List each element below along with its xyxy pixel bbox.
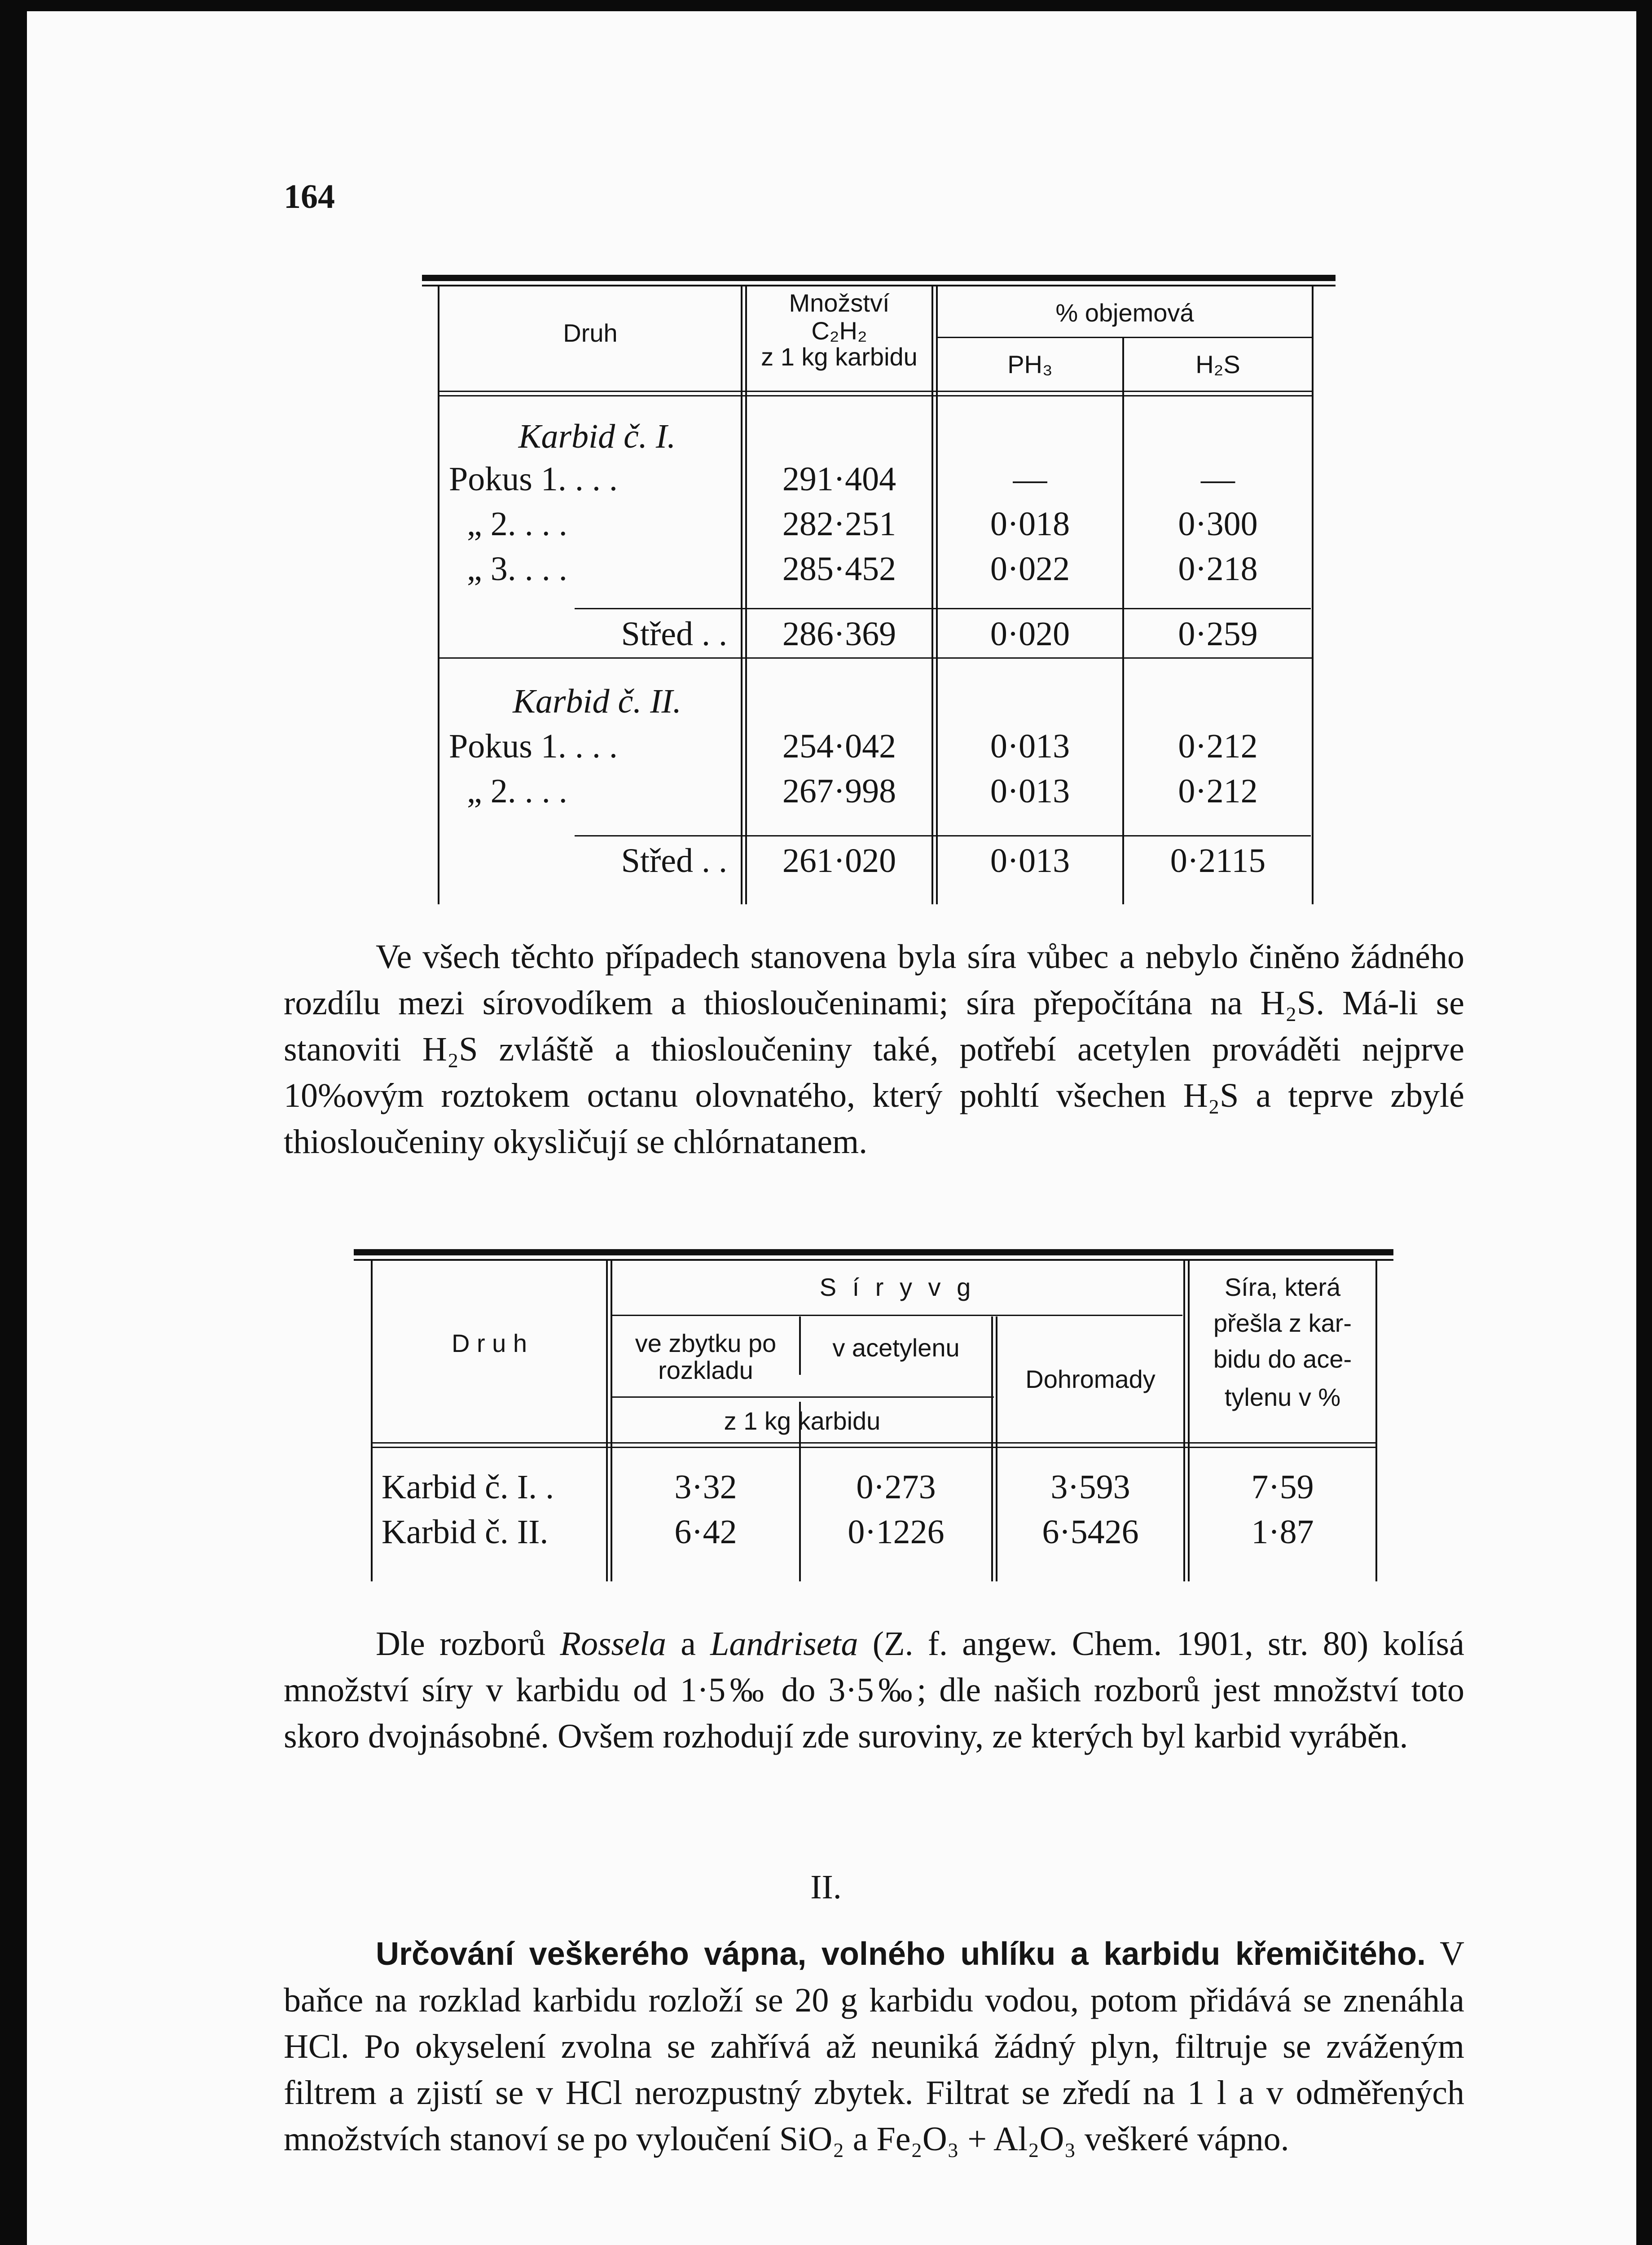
table-cell: 0·212	[1178, 772, 1258, 810]
table-cell: 282·251	[782, 505, 896, 543]
table-sulfur-content	[354, 1249, 1393, 1581]
table-cell: —	[1201, 460, 1235, 498]
col-h2s-header: H₂S	[1195, 350, 1240, 379]
text-run: Dle rozborů	[376, 1625, 560, 1663]
col-mnozstvi-formula: C₂H₂	[811, 317, 867, 345]
table-cell: 1·87	[1251, 1513, 1314, 1551]
text-run: a	[666, 1625, 711, 1663]
table-cell: 0·300	[1178, 505, 1258, 543]
table-cell: 7·59	[1251, 1468, 1314, 1506]
row-label: „ 3. . . .	[467, 550, 567, 588]
text-run: (Z. f. angew. Chem. 1901, str. 80) kolísá množství síry v karbidu od 1·5‰ do 3·5‰; dle našich rozborů jest množství toto skoro dvojnásobné. Ovšem rozhodují zde suroviny, ze kterých byl karbid vyráběn.	[284, 1625, 1464, 1755]
paragraph-text	[284, 1931, 1464, 2162]
col-zbytek-header: ve zbytku po rozkladu	[635, 1329, 777, 1384]
author-name: Rossela	[560, 1625, 666, 1663]
text-run: V baňce na rozklad karbidu rozloží se 20 g karbidu vodou, potom přidává se znenáhla HCl. Po okyselení zvolna se zahřívá až neuniká žádný plyn, filtruje se zváženým filtrem a zjistí se v HCl nerozpustný zbytek. Filtrat se zředí na 1 l a v odměřených množstvích stanoví se po vyloučení SiO₂ a Fe₂O₃ + Al₂O₃ veškeré vápno.	[284, 1935, 1464, 2158]
table-cell: 0·273	[856, 1468, 936, 1506]
table-cell: 0·1226	[848, 1513, 945, 1551]
table-cell: 3·32	[674, 1468, 737, 1506]
table-cell: 0·212	[1178, 727, 1258, 765]
col-druh-header: D r u h	[451, 1329, 527, 1357]
paragraph-text	[284, 1621, 1464, 1760]
table-cell: 3·593	[1050, 1468, 1130, 1506]
table-gas-composition	[422, 275, 1336, 904]
col-objemova-header: % objemová	[1055, 299, 1194, 327]
table-cell: —	[1013, 460, 1047, 498]
table-cell: 286·369	[782, 615, 896, 653]
table-cell: 6·42	[674, 1513, 737, 1551]
col-dohromady-header: Dohromady	[1025, 1365, 1156, 1393]
table-cell: 0·020	[990, 615, 1070, 653]
table-cell: 6·5426	[1042, 1513, 1139, 1551]
section-number: II.	[810, 1868, 842, 1906]
paragraph-text: Ve všech těchto případech stanovena byla síra vůbec a nebylo činěno žádného rozdílu mezi sírovodíkem a thiosloučeninami; síra přepočítána na H₂S. Má-li se stanoviti H₂S zvláště a thiosloučeniny také, potřebí acetylen prováděti nejprve 10%ovým roztokem octanu olovnatého, který pohltí všechen H₂S a teprve zbylé thiosloučeniny okysličují se chlórnatanem.	[284, 938, 1464, 1161]
mean-label: Střed . .	[621, 615, 727, 653]
paragraph-sulfur-method	[284, 934, 1464, 1165]
table-cell: 0·2115	[1170, 841, 1266, 880]
table-cell: 0·013	[990, 727, 1070, 765]
col-sira-l2: přešla z kar-	[1213, 1309, 1352, 1337]
page-number: 164	[284, 178, 335, 216]
col-sira-l1: Síra, která	[1224, 1273, 1341, 1301]
row-label: Pokus 1. . . .	[449, 727, 618, 765]
col-sira-l4: tylenu v %	[1224, 1383, 1341, 1411]
table-cell: 0·022	[990, 550, 1070, 588]
table-cell: 261·020	[782, 841, 896, 880]
table-cell: 0·018	[990, 505, 1070, 543]
col-druh-header: Druh	[563, 319, 618, 347]
section-heading: Určování veškerého vápna, volného uhlíku a karbidu křemičitého.	[376, 1936, 1426, 1972]
row-label: Karbid č. II.	[382, 1513, 549, 1551]
col-acetylen-header: v acetylenu	[832, 1334, 960, 1362]
group-title: Karbid č. I.	[518, 417, 676, 455]
table-cell: 267·998	[782, 772, 896, 810]
table-cell: 0·259	[1178, 615, 1258, 653]
col-sira-l3: bidu do ace-	[1213, 1345, 1352, 1373]
row-label: Karbid č. I. .	[382, 1468, 554, 1506]
group-title: Karbid č. II.	[513, 682, 681, 720]
col-ph3-header: PH₃	[1007, 350, 1053, 379]
row-label: „ 2. . . .	[467, 772, 567, 810]
author-name: Landriseta	[710, 1625, 858, 1663]
table-cell: 254·042	[782, 727, 896, 765]
mean-label: Střed . .	[621, 841, 727, 880]
col-mnozstvi-unit: z 1 kg karbidu	[761, 343, 918, 371]
paragraph-section-two	[284, 1931, 1464, 2162]
row-label: Pokus 1. . . .	[449, 460, 618, 498]
col-siry-header: S í r y v g	[819, 1273, 975, 1301]
table-cell: 0·218	[1178, 550, 1258, 588]
table-cell: 291·404	[782, 460, 896, 498]
table-cell: 285·452	[782, 550, 896, 588]
row-label: „ 2. . . .	[467, 505, 567, 543]
table-cell: 0·013	[990, 772, 1070, 810]
col-mnozstvi-header: Množství	[789, 289, 890, 317]
paragraph-literature	[284, 1621, 1464, 1760]
table-cell: 0·013	[990, 841, 1070, 880]
col-z1kg-header: z 1 kg karbidu	[724, 1406, 881, 1435]
